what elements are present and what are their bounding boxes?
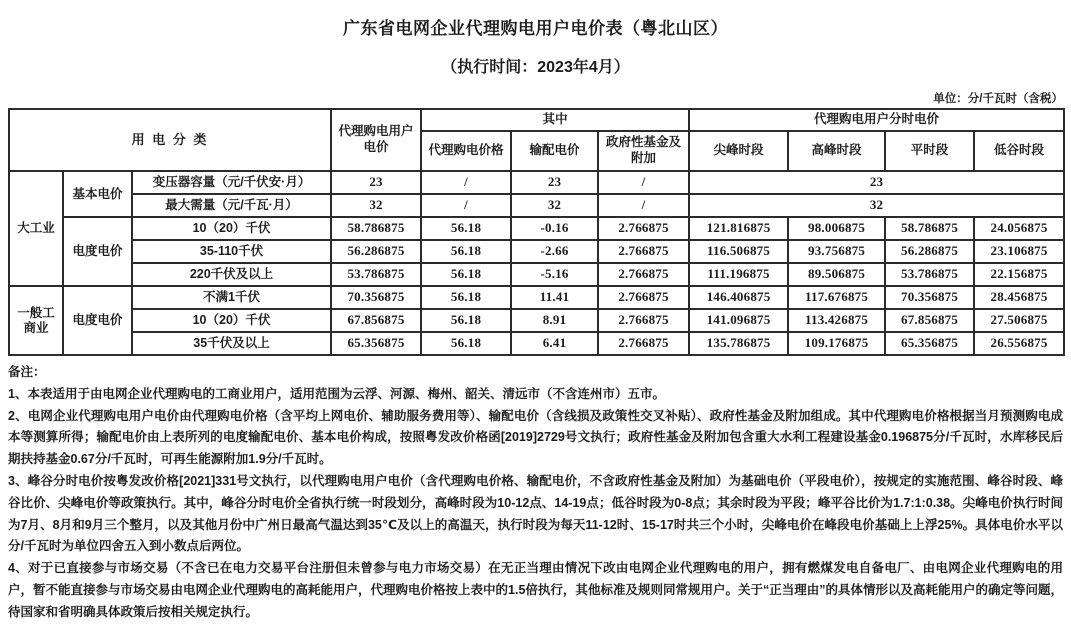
category-cell: 不满1千伏 xyxy=(132,286,331,309)
header-usage-category: 用 电 分 类 xyxy=(9,109,331,171)
value-cell: 70.356875 xyxy=(885,286,974,309)
value-cell: 32 xyxy=(331,194,421,217)
value-cell: 113.426875 xyxy=(788,309,885,332)
notes-label: 备注： xyxy=(8,365,46,379)
page-subtitle: （执行时间：2023年4月） xyxy=(441,59,630,76)
value-cell: 53.786875 xyxy=(331,263,421,286)
value-cell: 22.156875 xyxy=(974,263,1064,286)
header-peak: 高峰时段 xyxy=(788,131,885,171)
page-title: 广东省电网企业代理购电用户电价表（粤北山区） xyxy=(343,19,728,38)
note-item-3: 3、峰谷分时电价按粤发改价格[2021]331号文执行，以代理购电用户电价（含代理购电价格、输配电价，不含政府性基金及附加）为基础电价（平段电价），按规定的实施范围、峰谷时段、峰谷比价、尖峰电价等政策执行。其中，峰谷分时电价全省执行统一时段划分，高峰时段为10-12点、14-19点；低谷时段为0-8点；其余时段为平段；峰平谷比价为1.7:1:0.38。尖峰电价执行时间为7月、8月和9月三个整月，以及其他月份中广州日最高气温达到35℃及以上的高温天，执行时段为每天11-12时、15-17时共三个小时，尖峰电价在峰段电价基础上上浮25%。具体电价水平以分/千瓦时为单位四舍五入到小数点后两位。 xyxy=(8,473,1063,554)
value-cell: 2.766875 xyxy=(598,240,689,263)
value-cell: 27.506875 xyxy=(974,309,1064,332)
header-tou-price: 代理购电用户分时电价 xyxy=(689,109,1064,131)
value-cell: 116.506875 xyxy=(689,240,788,263)
value-cell: / xyxy=(598,194,689,217)
value-cell: 28.456875 xyxy=(974,286,1064,309)
value-cell: 141.096875 xyxy=(689,309,788,332)
value-cell: 2.766875 xyxy=(598,263,689,286)
group-large-industry: 大工业 xyxy=(9,171,63,286)
header-gov-funds: 政府性基金及附加 xyxy=(598,131,689,171)
header-among-which: 其中 xyxy=(421,109,689,131)
value-cell: 56.18 xyxy=(421,332,511,355)
value-cell: 56.286875 xyxy=(885,240,974,263)
header-sharp-peak: 尖峰时段 xyxy=(689,131,788,171)
group-energy-price: 电度电价 xyxy=(63,286,132,355)
category-cell: 变压器容量（元/千伏安·月） xyxy=(132,171,331,194)
group-general-commerce: 一般工商业 xyxy=(9,286,63,355)
value-cell: 65.356875 xyxy=(331,332,421,355)
price-table xyxy=(8,108,1065,356)
value-cell: / xyxy=(598,171,689,194)
value-cell: 23.106875 xyxy=(974,240,1064,263)
category-cell: 10（20）千伏 xyxy=(132,309,331,332)
value-cell: 146.406875 xyxy=(689,286,788,309)
notes-section xyxy=(8,362,1063,624)
value-cell: 56.18 xyxy=(421,309,511,332)
category-cell: 10（20）千伏 xyxy=(132,217,331,240)
group-basic-price: 基本电价 xyxy=(63,171,132,217)
value-cell: 23 xyxy=(331,171,421,194)
value-cell: 56.18 xyxy=(421,217,511,240)
value-cell: 53.786875 xyxy=(885,263,974,286)
header-flat: 平时段 xyxy=(885,131,974,171)
value-cell: 109.176875 xyxy=(788,332,885,355)
value-cell: 93.756875 xyxy=(788,240,885,263)
value-cell-merged: 32 xyxy=(689,194,1064,217)
value-cell: 56.18 xyxy=(421,240,511,263)
table-row xyxy=(9,217,1064,240)
table-row xyxy=(9,263,1064,286)
value-cell: 117.676875 xyxy=(788,286,885,309)
group-energy-price: 电度电价 xyxy=(63,217,132,286)
value-cell: 26.556875 xyxy=(974,332,1064,355)
value-cell: 67.856875 xyxy=(331,309,421,332)
table-row xyxy=(9,194,1064,217)
value-cell: -2.66 xyxy=(511,240,598,263)
value-cell: 23 xyxy=(511,171,598,194)
value-cell: 56.18 xyxy=(421,286,511,309)
unit-note: 单位：分/千瓦时（含税） xyxy=(933,93,1063,105)
value-cell: 32 xyxy=(511,194,598,217)
value-cell: -0.16 xyxy=(511,217,598,240)
value-cell: 135.786875 xyxy=(689,332,788,355)
category-cell: 220千伏及以上 xyxy=(132,263,331,286)
value-cell: 2.766875 xyxy=(598,217,689,240)
value-cell: 89.506875 xyxy=(788,263,885,286)
value-cell: / xyxy=(421,171,511,194)
value-cell: 24.056875 xyxy=(974,217,1064,240)
table-row xyxy=(9,332,1064,355)
table-row xyxy=(9,286,1064,309)
value-cell: 67.856875 xyxy=(885,309,974,332)
value-cell: 56.286875 xyxy=(331,240,421,263)
header-transmission-price: 输配电价 xyxy=(511,131,598,171)
category-cell: 35千伏及以上 xyxy=(132,332,331,355)
value-cell: 2.766875 xyxy=(598,286,689,309)
value-cell: 58.786875 xyxy=(331,217,421,240)
value-cell: 11.41 xyxy=(511,286,598,309)
value-cell: 65.356875 xyxy=(885,332,974,355)
table-row xyxy=(9,171,1064,194)
value-cell: / xyxy=(421,194,511,217)
table-row xyxy=(9,240,1064,263)
note-item-1: 1、本表适用于由电网企业代理购电的工商业用户，适用范围为云浮、河源、梅州、韶关、清远市（不含连州市）五市。 xyxy=(8,386,665,401)
table-row xyxy=(9,309,1064,332)
category-cell: 35-110千伏 xyxy=(132,240,331,263)
header-agency-purchase-price: 代理购电价格 xyxy=(421,131,511,171)
value-cell: 98.006875 xyxy=(788,217,885,240)
value-cell: 70.356875 xyxy=(331,286,421,309)
value-cell: 121.816875 xyxy=(689,217,788,240)
value-cell: 8.91 xyxy=(511,309,598,332)
category-cell: 最大需量（元/千瓦·月） xyxy=(132,194,331,217)
header-valley: 低谷时段 xyxy=(974,131,1064,171)
note-item-2: 2、电网企业代理购电用户电价由代理购电价格（含平均上网电价、辅助服务费用等）、输配电价（含线损及政策性交叉补贴）、政府性基金及附加组成。其中代理购电价格根据当月预测购电成本等测算所得；输配电价由上表所列的电度输配电价、基本电价构成，按照粤发改价格函[2019]2729号文执行；政府性基金及附加包含重大水利工程建设基金0.196875分/千瓦时，水库移民后期扶持基金0.67分/千瓦时，可再生能源附加1.9分/千瓦时。 xyxy=(8,408,1063,467)
header-row-top xyxy=(9,109,1064,131)
value-cell-merged: 23 xyxy=(689,171,1064,194)
note-item-4: 4、对于已直接参与市场交易（不含已在电力交易平台注册但未曾参与电力市场交易）在无正当理由情况下改由电网企业代理购电的用户，拥有燃煤发电自备电厂、由电网企业代理购电的用户，暂不能直接参与市场交易由电网企业代理购电的高耗能用户，代理购电价格按上表中的1.5倍执行，其他标准及规则同常规用户。关于“正当理由”的具体情形以及高耗能用户的确定等问题，待国家和省明确具体政策后按相关规定执行。 xyxy=(8,561,1063,619)
value-cell: 6.41 xyxy=(511,332,598,355)
value-cell: 2.766875 xyxy=(598,332,689,355)
value-cell: 58.786875 xyxy=(885,217,974,240)
header-agency-user-price: 代理购电用户电价 xyxy=(331,109,421,171)
value-cell: 111.196875 xyxy=(689,263,788,286)
value-cell: 2.766875 xyxy=(598,309,689,332)
value-cell: 56.18 xyxy=(421,263,511,286)
value-cell: -5.16 xyxy=(511,263,598,286)
